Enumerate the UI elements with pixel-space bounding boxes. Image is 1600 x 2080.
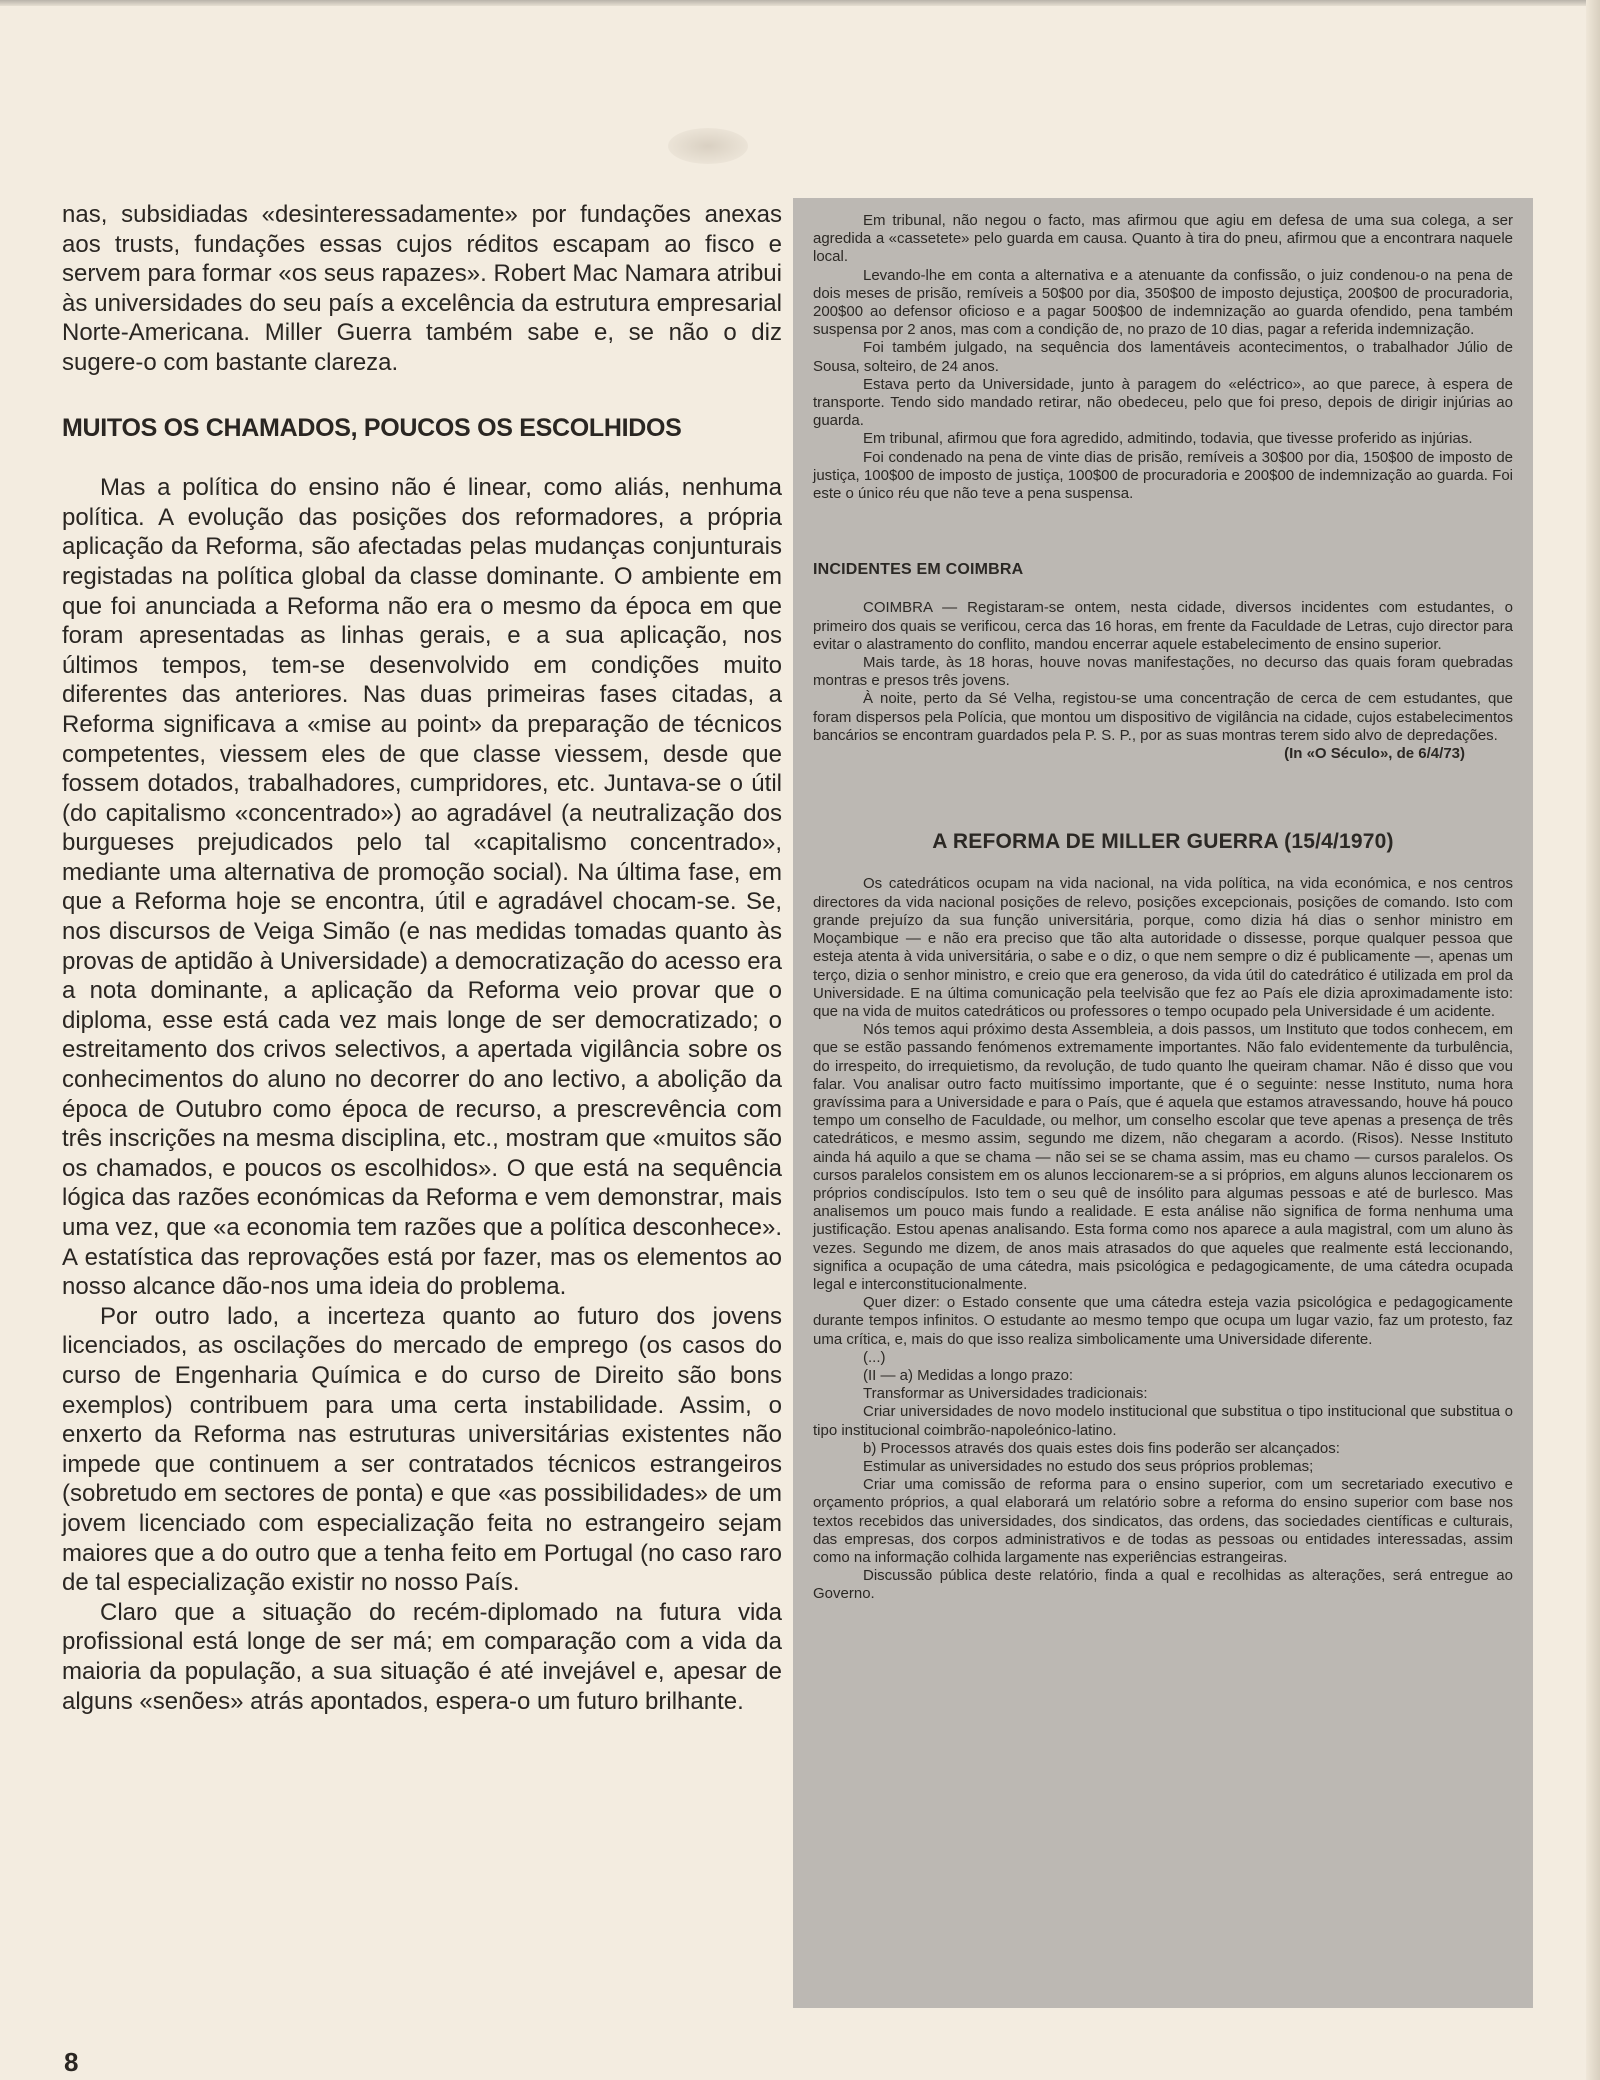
reform-heading: A REFORMA DE MILLER GUERRA (15/4/1970) [932,830,1394,854]
page-number: 8 [64,2047,79,2077]
tribunal-paragraph: Em tribunal, afirmou que fora agredido, admitindo, todavia, que tivesse proferido as injúrias. [863,430,1473,448]
reform-list-item: Discussão pública deste relatório, finda a qual e recolhidas as alterações, será entregue ao Governo. [813,1567,1513,1603]
left-article-column [62,200,782,1716]
incidents-paragraph: À noite, perto da Sé Velha, registou-se uma concentração de cerca de cem estudantes, que foram dispersos pela Polícia, que montou um dispositivo de vigilância na cidade, cujos estabelecimentos bancários se encontram guardados pela P. S. P., por as suas montras terem sido alvo de depredações. [813,690,1513,744]
reform-list-item: Transformar as Universidades tradicionais: [863,1385,1148,1403]
incidents-paragraph: COIMBRA — Registaram-se ontem, nesta cidade, diversos incidentes com estudantes, o primeiro dos quais se verificou, cerca das 16 horas, em frente da Faculdade de Letras, cujo director para evitar o alastramento do conflito, mandou encerrar aquele estabelecimento de ensino superior. [813,599,1513,653]
sidebar-box [793,198,1533,2008]
reform-paragraph: Quer dizer: o Estado consente que uma cátedra esteja vazia psicológica e pedagogicamente durante tempos infinitos. O estudante ao mesmo tempo que ocupa um lugar vazio, faz um protesto, faz uma crítica, e, mais do que isso realiza simbolicamente uma Universidade diferente. [813,1294,1513,1348]
page-top-edge [0,0,1600,6]
body-paragraph: Claro que a situação do recém-diplomado na futura vida profissional está longe de ser má; em comparação com a vida da maioria da população, a sua situação é até invejável e, apesar de alguns «senões» atrás apontados, espera-o um futuro brilhante. [62,1598,782,1715]
reform-list-item: b) Processos através dos quais estes dois fins poderão ser alcançados: [863,1439,1340,1457]
reform-list-item: (...) [863,1348,886,1366]
reform-list-item: Criar universidades de novo modelo institucional que substitua o tipo institucional que substitua o tipo institucional coimbrão-napoleónico-latino. [813,1403,1513,1439]
tribunal-paragraph: Foi também julgado, na sequência dos lamentáveis acontecimentos, o trabalhador Júlio de Sousa, solteiro, de 24 anos. [813,339,1513,375]
incidents-paragraph: Mais tarde, às 18 horas, houve novas manifestações, no decurso das quais foram quebradas montras e presos três jovens. [813,654,1513,690]
intro-paragraph: nas, subsidiadas «desinteressadamente» por fundações anexas aos trusts, fundações essas cujos réditos escapam ao fisco e servem para formar «os seus rapazes». Robert Mac Namara atribui às universidades do seu país a excelência da estrutura empresarial Norte-Americana. Miller Guerra também sabe e, se não o diz sugere-o com bastante clareza. [62,201,782,376]
tribunal-paragraph: Em tribunal, não negou o facto, mas afirmou que agiu em defesa de uma sua colega, a ser agredida a «cassetete» pelo guarda em causa. Quanto à tira do pneu, afirmou que a encontrara naquele local. [813,212,1513,266]
reform-paragraph: Os catedráticos ocupam na vida nacional, na vida política, na vida económica, e nos centros directores da vida nacional posições de relevo, posições excepcionais, posições de comando. Isto com grande prejuízo da sua função universitária, porque, como dizia há dias o senhor ministro em Moçambique — e não era preciso que tão alta autoridade o dissesse, porque qualquer pessoa que esteja atenta à vida universitária, o sabe e o diz, o que nem sempre o diz é publicamente —, apenas um terço, dizia o senhor ministro, e creio que era generoso, da vida útil do catedrático é utilizada em prol da Universidade. E na última comunicação pela teelvisão que fez ao País ele dizia aproximadamente isto: que na vida de muitos catedráticos ou professores o tempo ocupado pela Universidade é um acidente. [813,875,1513,1020]
reform-list-item: Criar uma comissão de reforma para o ensino superior, com um secretariado executivo e orçamento próprios, a qual elaborará um relatório sobre a reforma do ensino superior com base nos textos recebidos das universidades, dos sindicatos, das ordens, das sociedades científicas e culturais, das empresas, dos corpos administrativos e de todas as pessoas ou entidades interessadas, assim como na informação colhida largamente nas experiências estrangeiras. [813,1476,1513,1566]
incidents-source: (In «O Século», de 6/4/73) [1284,745,1465,763]
tribunal-paragraph: Levando-lhe em conta a alternativa e a atenuante da confissão, o juiz condenou-o na pena de dois meses de prisão, remíveis a 50$00 por dia, 350$00 de imposto dejustiça, 200$00 de procuradoria, 200$00 ao defensor oficioso e a pagar 500$00 de indemnização ao guarda ofendido, pena também suspensa por 2 anos, mas com a condição de, no prazo de 10 dias, pagar a referida indemnização. [813,266,1513,339]
reform-list-item: (II — a) Medidas a longo prazo: [863,1366,1074,1384]
tribunal-paragraph: Foi condenado na pena de vinte dias de prisão, remíveis a 30$00 por dia, 150$00 de imposto de justiça, 100$00 de imposto de justiça, 100$00 de procuradoria e 200$00 de indemnização ao guarda. Foi este o único réu que não teve a pena suspensa. [813,448,1513,503]
tribunal-paragraph: Estava perto da Universidade, junto à paragem do «eléctrico», ao que parece, à espera de transporte. Tendo sido mandado retirar, não obedeceu, pelo que foi preso, depois de dirigir injúrias ao guarda. [813,375,1513,430]
section-heading: MUITOS OS CHAMADOS, POUCOS OS ESCOLHIDOS [62,413,682,442]
reform-list-item: Estimular as universidades no estudo dos seus próprios problemas; [863,1457,1314,1475]
body-paragraph: Por outro lado, a incerteza quanto ao futuro dos jovens licenciados, as oscilações do mercado de emprego (os casos do curso de Engenharia Química e do curso de Direito são bons exemplos) contribuem para uma certa instabilidade. Assim, o enxerto da Reforma nas estruturas universitárias existentes não impede que continuem a ser contratados técnicos estrangeiros (sobretudo em sectores de ponta) e que «as possibilidades» de um jovem licenciado com especialização feita no estrangeiro sejam maiores que a do outro que a tenha feito em Portugal (no caso raro de tal especialização existir no nosso País. [62,1302,782,1597]
incidents-heading: INCIDENTES EM COIMBRA [813,561,1024,579]
page-right-edge [1586,0,1600,2080]
reform-paragraph: Nós temos aqui próximo desta Assembleia, a dois passos, um Instituto que todos conhecem, em que se estão passando fenómenos extremamente importantes. Não falo evidentemente da turbulência, do irrespeito, do irrequietismo, da revolução, de tudo quanto lhe queiram chamar. Não é disso que vou falar. Vou analisar outro facto muitíssimo importante, que é o seguinte: nesse Instituto, numa hora gravíssima para a Universidade e para o País, que é aquela que estamos atravessando, houve há pouco tempo um conselho de Faculdade, ou melhor, um conselho escolar que teve apenas a presença de três catedráticos, e mesmo assim, segundo me dizem, não chegaram a acordo. (Risos). Nesse Instituto ainda há aquilo a que se chama — não sei se se chama assim, mas eu chamo — cursos paralelos. Os cursos paralelos consistem em os alunos leccionarem-se a si próprios, em alguns alunos leccionarem os próprios condiscípulos. Isto tem o seu quê de insólito para algumas pessoas e até de burlesco. Mas analisemos um pouco mais fundo a realidade. E esta análise não significa de forma nenhuma uma justificação. Estou apenas analisando. Esta forma como nos aparece a aula magistral, com um aluno às vezes. Segundo me dizem, de anos mais atrasados do que aqueles que realmente está leccionando, significa a ocupação de uma cátedra, mais psicológica e pedagogicamente, de uma cátedra ocupada legal e interconstitucionalmente. [813,1021,1513,1293]
body-paragraph: Mas a política do ensino não é linear, como aliás, nenhuma política. A evolução das posições dos reformadores, a própria aplicação da Reforma, são afectadas pelas mudanças conjunturais registadas na política global da classe dominante. O ambiente em que foi anunciada a Reforma não era o mesmo da época em que foram apresentadas as linhas gerais, e a sua aplicação, nos últimos tempos, tem-se desenvolvido em condições muito diferentes das anteriores. Nas duas primeiras fases citadas, a Reforma significava a «mise au point» da preparação de técnicos competentes, viessem eles de que classe viessem, desde que fossem dotados, trabalhadores, cumpridores, etc. Juntava-se o útil (do capitalismo «concentrado») ao agradável (a neutralização dos burgueses prejudicados pelo tal «capitalismo concentrado», mediante uma alternativa de promoção social). Na última fase, em que a Reforma hoje se encontra, útil e agradável chocam-se. Se, nos discursos de Veiga Simão (e nas medidas tomadas quanto às provas de aptidão à Universidade) a democratização do acesso era a nota dominante, a aplicação da Reforma veio provar que o diploma, esse está cada vez mais longe de ser democratizado; o estreitamento dos crivos selectivos, a apertada vigilância sobre os conhecimentos do aluno no decorrer do ano lectivo, a abolição da época de Outubro como época de recurso, a prescrevência com três inscrições na mesma disciplina, etc., mostram que «muitos são os chamados, e poucos os escolhidos». O que está na sequência lógica das razões económicas da Reforma e vem demonstrar, mais uma vez, que «a economia tem razões que a política desconhece». A estatística das reprovações está por fazer, mas os elementos ao nosso alcance dão-nos uma ideia do problema. [62,474,782,1301]
paper-smudge [668,128,748,164]
